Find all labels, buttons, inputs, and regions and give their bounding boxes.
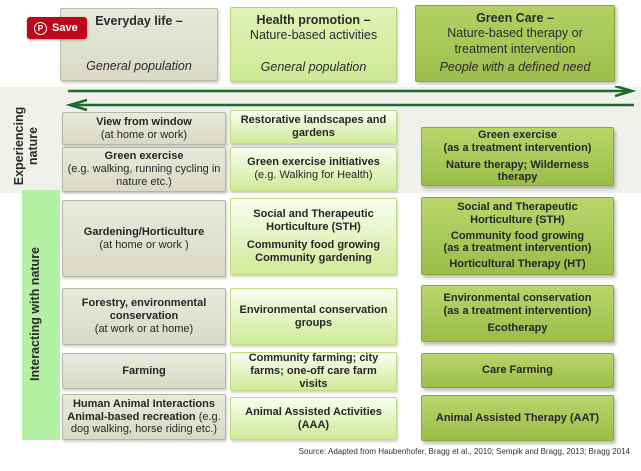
source-caption: Source: Adapted from Haubenhofer, Bragg et al., 2010; Sempik and Bragg, 2013; Bragg 2014 xyxy=(298,447,630,456)
box-line: Community food growing xyxy=(246,239,381,251)
pinterest-save-button[interactable] xyxy=(27,17,87,39)
box-line: Community gardening xyxy=(255,251,372,264)
box-sth-treatment xyxy=(421,197,614,275)
box-line: Green exercise xyxy=(478,128,557,141)
box-restorative-landscapes xyxy=(230,110,397,144)
box-line: (at home or work) xyxy=(100,128,188,141)
box-line: Nature therapy; Wilderness therapy xyxy=(446,158,589,184)
box-farming xyxy=(62,353,226,389)
box-line: Restorative landscapes and gardens xyxy=(240,114,387,139)
pinterest-icon: P xyxy=(34,22,47,35)
box-line: (at home or work ) xyxy=(99,238,189,251)
box-line: Human Animal Interactions xyxy=(72,397,215,410)
box-line: View from window xyxy=(96,115,192,128)
box-line: Community farming; city farms; one-off care farm visits xyxy=(248,352,379,390)
box-care-farming xyxy=(421,353,614,388)
row-label-interacting-with-nature: Interacting with nature xyxy=(28,246,42,382)
box-line: Care Farming xyxy=(482,364,553,377)
save-button-label: Save xyxy=(52,22,78,34)
box-line: Community food growing xyxy=(450,229,585,242)
box-green-exercise xyxy=(62,147,226,192)
header-title: Everyday life – xyxy=(95,14,183,28)
box-line: Environmental conservation xyxy=(443,292,592,305)
box-line: Forestry, environmental conservation xyxy=(81,297,207,323)
header-subtitle: Nature-based activities xyxy=(249,28,378,43)
box-line: Environmental conservation groups xyxy=(239,303,388,329)
box-line: Gardening/Horticulture xyxy=(83,225,205,238)
box-line: (e.g. walking, running cycling in nature etc.) xyxy=(67,163,221,188)
box-line: Farming xyxy=(122,364,166,377)
box-line: (as a treatment intervention) xyxy=(443,305,592,318)
box-line: Animal Assisted Activities (AAA) xyxy=(245,405,382,431)
header-health-promotion xyxy=(230,7,397,82)
box-line: (as a treatment intervention) xyxy=(443,242,592,255)
box-line: Green exercise initiatives xyxy=(247,156,380,169)
box-line: Horticultural Therapy (HT) xyxy=(449,258,586,271)
box-line: (at work or at home) xyxy=(94,322,194,335)
box-line: Animal-based recreation (e.g. dog walking, horse riding etc.) xyxy=(67,410,221,436)
box-human-animal-interactions xyxy=(62,394,226,440)
header-population: People with a defined need xyxy=(439,59,591,74)
box-line: Green exercise xyxy=(104,150,184,163)
box-line: (as a treatment intervention) xyxy=(443,141,592,154)
box-line: (e.g. Walking for Health) xyxy=(254,169,373,181)
header-title: Health promotion – xyxy=(256,13,371,27)
box-line: Animal Assisted Therapy (AAT) xyxy=(435,411,600,424)
header-title: Green Care – xyxy=(476,11,554,25)
box-community-farming xyxy=(230,352,397,391)
box-environmental-conservation-treatment xyxy=(421,285,614,342)
header-population: General population xyxy=(86,58,192,73)
header-subtitle: Nature-based therapy or treatment intervention xyxy=(447,26,583,56)
box-animal-assisted-therapy xyxy=(421,395,614,441)
row-label-experiencing-nature: Experiencing nature xyxy=(12,106,40,186)
header-green-care xyxy=(415,5,615,82)
box-environmental-conservation-groups xyxy=(230,288,397,345)
box-social-therapeutic-horticulture xyxy=(230,198,397,275)
box-forestry-conservation xyxy=(62,288,226,345)
box-line: Social and Therapeutic Horticulture (STH) xyxy=(253,208,374,234)
box-line: Ecotherapy xyxy=(487,321,548,334)
header-population: General population xyxy=(260,59,367,74)
box-green-exercise-treatment xyxy=(421,127,614,186)
box-animal-assisted-activities xyxy=(230,397,397,440)
box-green-exercise-initiatives xyxy=(230,147,397,191)
box-view-from-window xyxy=(62,112,226,145)
box-gardening-horticulture xyxy=(62,200,226,277)
box-line: Social and Therapeutic Horticulture (STH) xyxy=(457,200,578,226)
bidirectional-spectrum-arrow xyxy=(58,86,638,112)
